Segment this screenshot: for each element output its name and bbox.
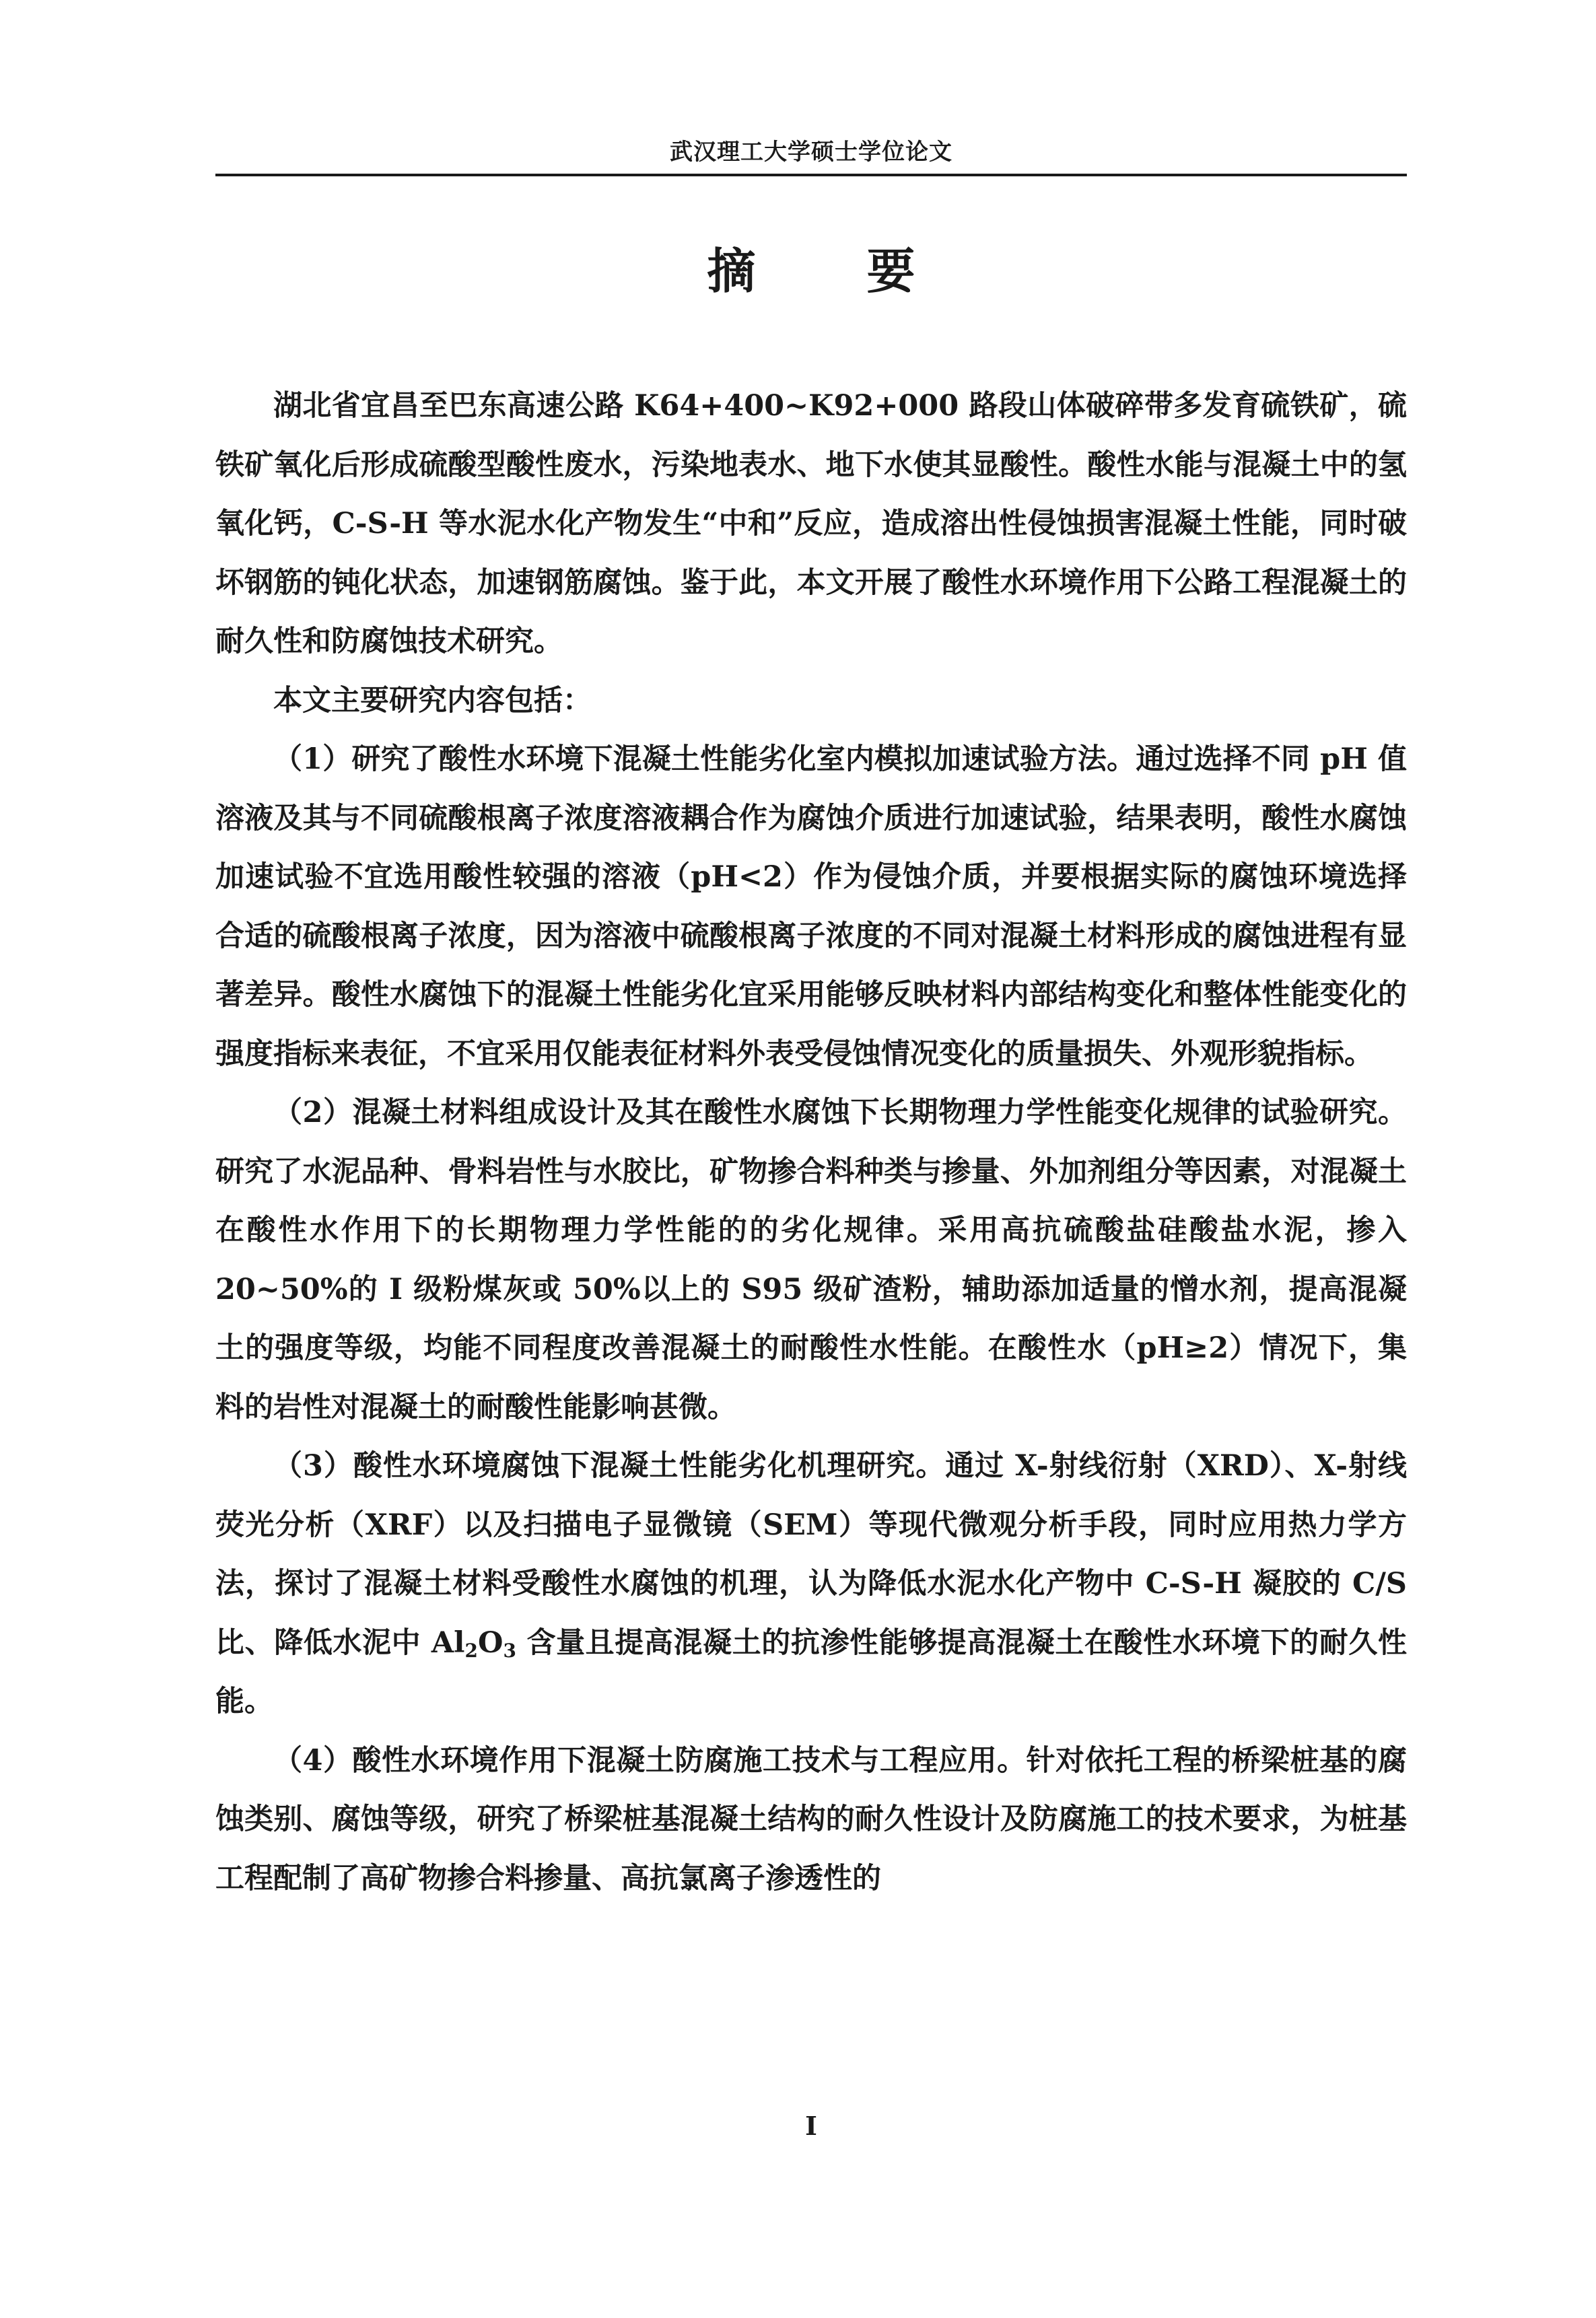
subscript-3: 3 [503, 1639, 516, 1662]
paragraph-item-1: （1）研究了酸性水环境下混凝土性能劣化室内模拟加速试验方法。通过选择不同 pH 值溶液及其与不同硫酸根离子浓度溶液耦合作为腐蚀介质进行加速试验，结果表明，酸性水腐蚀加速试验不宜选用酸性较强的溶液（pH<2）作为侵蚀介质，并要根据实际的腐蚀环境选择合适的硫酸根离子浓度，因为溶液中硫酸根离子浓度的不同对混凝土材料形成的腐蚀进程有显著差异。酸性水腐蚀下的混凝土性能劣化宜采用能够反映材料内部结构变化和整体性能变化的强度指标来表征，不宜采用仅能表征材料外表受侵蚀情况变化的质量损失、外观形貌指标。 [215, 742, 1407, 1071]
paragraph-contents-lead: 本文主要研究内容包括： [273, 683, 592, 717]
subscript-2: 2 [464, 1639, 478, 1662]
running-header: 武汉理工大学硕士学位论文 [670, 139, 952, 166]
paragraph-item-4: （4）酸性水环境作用下混凝土防腐施工技术与工程应用。针对依托工程的桥梁桩基的腐蚀类别、腐蚀等级，研究了桥梁桩基混凝土结构的耐久性设计及防腐施工的技术要求，为桩基工程配制了高矿物掺合料掺量、高抗氯离子渗透性的 [215, 1743, 1407, 1895]
paragraph-intro: 湖北省宜昌至巴东高速公路 K64+400~K92+000 路段山体破碎带多发育硫铁矿，硫铁矿氧化后形成硫酸型酸性废水，污染地表水、地下水使其显酸性。酸性水能与混凝土中的氢氧化钙，C-S-H 等水泥水化产物发生“中和”反应，造成溶出性侵蚀损害混凝土性能，同时破坏钢筋的钝化状态，加速钢筋腐蚀。鉴于此，本文开展了酸性水环境作用下公路工程混凝土的耐久性和防腐蚀技术研究。 [215, 389, 1407, 658]
page-title: 摘 要 [707, 242, 963, 300]
paragraph-item-3-part-c: 含量且提高混凝土的抗渗性能够提高混凝土在酸性水环境下的耐久性能。 [215, 1625, 1407, 1718]
paragraph-item-3 [215, 1437, 1407, 1732]
page-number: I [805, 2111, 817, 2141]
abstract-body [215, 377, 1407, 1908]
paragraph-item-2: （2）混凝土材料组成设计及其在酸性水腐蚀下长期物理力学性能变化规律的试验研究。研究了水泥品种、骨料岩性与水胶比，矿物掺合料种类与掺量、外加剂组分等因素，对混凝土在酸性水作用下的长期物理力学性能的的劣化规律。采用高抗硫酸盐硅酸盐水泥，掺入 20~50%的 I 级粉煤灰或 50%以上的 S95 级矿渣粉，辅助添加适量的憎水剂，提高混凝土的强度等级，均能不同程度改善混凝土的耐酸性水性能。在酸性水（pH≥2）情况下，集料的岩性对混凝土的耐酸性能影响甚微。 [215, 1096, 1407, 1424]
paragraph-item-3-part-a: （3）酸性水环境腐蚀下混凝土性能劣化机理研究。通过 X-射线衍射（XRD）、X-射线荧光分析（XRF）以及扫描电子显微镜（SEM）等现代微观分析手段，同时应用热力学方法，探讨了混凝土材料受酸性水腐蚀的机理，认为降低水泥水化产物中 C-S-H 凝胶的 C/S 比、降低水泥中 Al [215, 1449, 1407, 1660]
paragraph-item-3-part-b: O [477, 1625, 504, 1660]
header-rule [215, 174, 1407, 176]
